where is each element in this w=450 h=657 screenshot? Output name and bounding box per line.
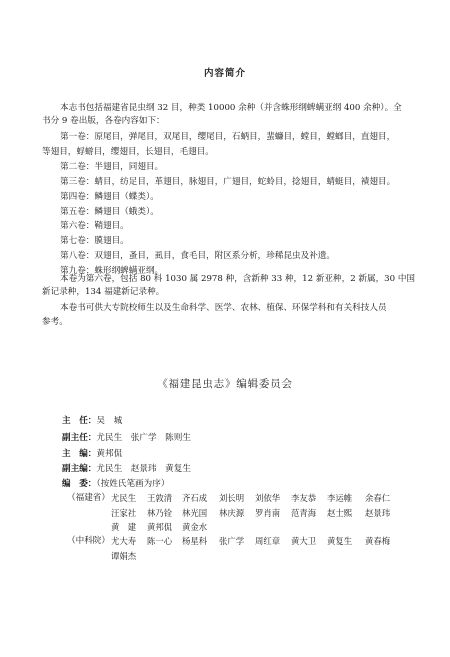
volume-item bbox=[60, 178, 395, 187]
member-name: 汪家社 bbox=[111, 507, 137, 518]
volume-item bbox=[60, 222, 129, 231]
fujian-label: （福建省） bbox=[67, 493, 110, 503]
intro-title: 内容简介 bbox=[203, 68, 246, 79]
member-name: 罗肖南 bbox=[255, 507, 281, 518]
volume-label: 第一卷： bbox=[60, 132, 95, 142]
committee-names: 尤民生 张广学 陈则生 bbox=[96, 433, 191, 443]
member-name: 范青海 bbox=[291, 507, 317, 518]
member-name: 黄金水 bbox=[182, 522, 208, 532]
volume-item bbox=[60, 208, 159, 217]
volume-item bbox=[60, 163, 163, 172]
volume-text: 鳞翅目（蝶类）。 bbox=[94, 191, 159, 202]
committee-row bbox=[62, 480, 169, 489]
volume-item bbox=[60, 133, 395, 142]
intro-paragraph1-line2: 书分 9 卷出版，各卷内容如下： bbox=[42, 116, 165, 126]
cas-label: （中科院） bbox=[67, 536, 110, 546]
member-name: 齐石成 bbox=[182, 493, 208, 503]
member-name: 林乃铨 bbox=[147, 507, 173, 518]
member-name: 赵景玮 bbox=[365, 507, 391, 518]
member-name: 陈一心 bbox=[147, 536, 173, 546]
committee-row bbox=[62, 434, 191, 443]
member-name: 尤民生 bbox=[111, 493, 137, 503]
committee-role: 副主任： bbox=[62, 433, 97, 443]
volume-item bbox=[42, 148, 214, 157]
volume-label: 第七卷： bbox=[60, 236, 95, 247]
member-name: 赵士熙 bbox=[327, 507, 353, 518]
volume-text: 膜翅目。 bbox=[94, 236, 129, 247]
committee-title: 《福建昆虫志》编辑委员会 bbox=[157, 378, 293, 390]
committee-role: 主 编： bbox=[62, 449, 97, 459]
member-name: 黄春梅 bbox=[365, 536, 391, 546]
member-name: 谭娟杰 bbox=[111, 550, 137, 561]
intro-paragraph2-line1: 本卷为第六卷，包括 80 科 1030 属 2978 种，含新种 33 种，12 新亚种，2 新属，30 中国 bbox=[60, 274, 416, 284]
member-name: 周红章 bbox=[255, 536, 281, 546]
member-name: 余春仁 bbox=[365, 493, 391, 503]
volume-text: 等翅目，蜉蝣目，缨翅目，长翅目，毛翅目。 bbox=[42, 146, 214, 157]
intro-paragraph2-line2: 新记录种，134 福建新记录种。 bbox=[42, 287, 165, 297]
member-name: 黄 建 bbox=[111, 522, 137, 532]
volume-text: 半翅目，同翅目。 bbox=[94, 161, 164, 172]
volume-label: 第八卷： bbox=[60, 251, 95, 262]
volume-item bbox=[60, 252, 335, 261]
member-name: 李运帷 bbox=[327, 493, 353, 503]
committee-names: 尤民生 赵景玮 黄复生 bbox=[96, 464, 191, 474]
volume-text: 鞘翅目。 bbox=[94, 221, 129, 232]
volume-label: 第三卷： bbox=[60, 176, 95, 187]
committee-row bbox=[62, 417, 122, 426]
volume-label: 第二卷： bbox=[60, 161, 95, 172]
committee-names: 吴 城 bbox=[96, 416, 123, 426]
committee-role: 主 任： bbox=[62, 416, 97, 426]
member-name: 刘依华 bbox=[255, 493, 281, 503]
member-name: 林庆源 bbox=[219, 507, 245, 518]
member-name: 李友恭 bbox=[291, 493, 317, 503]
volume-label: 第四卷： bbox=[60, 191, 95, 202]
volume-label: 第九卷： bbox=[60, 266, 95, 277]
committee-names: （按姓氏笔画为序） bbox=[96, 479, 170, 489]
member-name: 黄邦侃 bbox=[147, 522, 173, 532]
committee-names: 黄邦侃 bbox=[96, 449, 123, 459]
volume-item bbox=[60, 237, 129, 246]
volume-text: 双翅目，蚤目，虱目，食毛目，附区系分析，珍稀昆虫及补遗。 bbox=[94, 251, 336, 262]
committee-role: 副主编： bbox=[62, 464, 97, 474]
committee-role: 编 委： bbox=[62, 479, 97, 489]
intro-paragraph3-line1: 本卷书可供大专院校师生以及生命科学、医学、农林、植保、环保学科和有关科技人员 bbox=[60, 303, 387, 313]
member-name: 黄大卫 bbox=[291, 536, 317, 546]
volume-text: 鳞翅目（蛾类）。 bbox=[94, 206, 159, 217]
member-name: 刘长明 bbox=[219, 493, 245, 503]
volume-text: 蜻目，纺足目，革翅目，脉翅目，广翅目，蛇蛉目，捻翅目，蜻蜓目，襀翅目。 bbox=[94, 176, 396, 187]
committee-row bbox=[62, 465, 191, 474]
intro-paragraph3-line2: 参考。 bbox=[42, 317, 68, 327]
member-name: 王敦清 bbox=[147, 493, 173, 503]
intro-paragraph1-line1: 本志书包括福建省昆虫纲 32 目，种类 10000 余种（并含蛛形纲蜱螨亚纲 400 余种）。全 bbox=[60, 103, 402, 113]
volume-text: 蛛形纲蜱螨亚纲。 bbox=[94, 266, 164, 277]
member-name: 张广学 bbox=[219, 536, 245, 546]
volume-label: 第五卷： bbox=[60, 206, 95, 217]
committee-row bbox=[62, 450, 122, 459]
member-name: 尤大寿 bbox=[111, 536, 137, 546]
volume-text: 原尾目，弹尾目，双尾目，缨尾目，石蛃目，蜚蠊目，螳目，螳螂目，直翅目， bbox=[94, 132, 396, 142]
member-name: 杨星科 bbox=[182, 536, 208, 546]
volume-item bbox=[60, 193, 159, 202]
member-name: 林光国 bbox=[182, 507, 208, 518]
volume-label: 第六卷： bbox=[60, 221, 95, 232]
member-name: 黄复生 bbox=[327, 536, 353, 546]
